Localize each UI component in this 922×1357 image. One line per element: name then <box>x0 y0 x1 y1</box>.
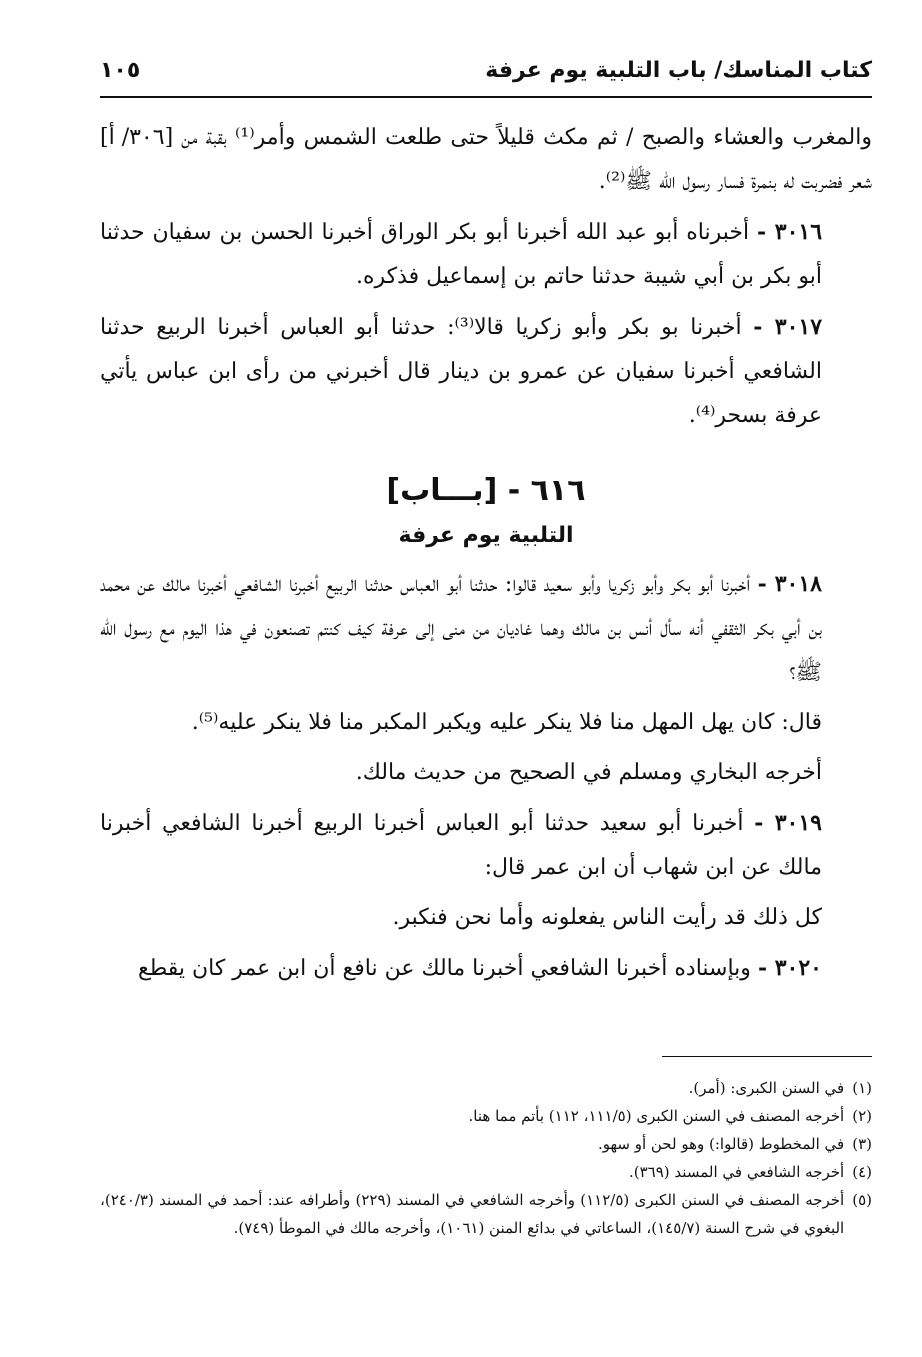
footnote <box>100 1130 872 1158</box>
paragraph-text: والمغرب والعشاء والصبح / ثم مكث قليلاً حتى طلعت الشمس وأمر⁽¹⁾ بقبة من شعر فضربت له بنمرة فسار رسول الله ﷺ⁽²⁾. <box>181 125 872 194</box>
footnote-number: (٥) <box>852 1191 872 1209</box>
hadith-3018-answer: قال: كان يهل المهل منا فلا ينكر عليه ويكبر المكبر منا فلا ينكر عليه⁽⁵⁾. <box>191 710 822 735</box>
hadith-3016 <box>100 210 872 299</box>
hadith-3018 <box>100 562 872 695</box>
footnote-number: (٢) <box>852 1107 872 1125</box>
hadith-3017 <box>100 305 872 438</box>
footnote <box>100 1074 872 1102</box>
running-header <box>100 48 872 92</box>
header-rule <box>100 96 872 98</box>
hadith-number: ٣٠١٨ - <box>757 571 822 597</box>
hadith-text: أخبرناه أبو عبد الله أخبرنا أبو بكر الوراق أخبرنا الحسن بن سفيان حدثنا أبو بكر بن أبي شيبة حدثنا حاتم بن إسماعيل فذكره. <box>100 220 822 289</box>
hadith-3019 <box>100 801 872 890</box>
footnote-text: في المخطوط (قالوا:) وهو لحن أو سهو. <box>597 1135 845 1153</box>
page-number: ١٠٥ <box>100 57 141 83</box>
hadith-3018-source: أخرجه البخاري ومسلم في الصحيح من حديث مالك. <box>355 760 822 785</box>
hadith-text: أخبرنا بو بكر وأبو زكريا قالا⁽³⁾: حدثنا أبو العباس أخبرنا الربيع حدثنا الشافعي أخبرنا سفيان عن عمرو بن دينار قال أخبرني من رأى ابن عباس يأتي عرفة بسحر⁽⁴⁾. <box>100 315 822 428</box>
hadith-number: ٣٠١٩ - <box>754 810 822 836</box>
hadith-number: ٣٠١٧ - <box>753 314 823 340</box>
footnote-rule <box>662 1056 872 1057</box>
paragraph-continuation <box>100 116 872 204</box>
manuscript-folio-ref: [٣٠٦/ أ] <box>100 125 174 150</box>
hadith-3020 <box>100 946 872 991</box>
footnote-text: أخرجه الشافعي في المسند (٣٦٩). <box>629 1163 845 1181</box>
footnotes <box>100 1074 872 1242</box>
running-title: كتاب المناسك/ باب التلبية يوم عرفة <box>485 57 872 83</box>
hadith-text: أخبرنا أبو بكر وأبو زكريا وأبو سعيد قالوا: حدثنا أبو العباس حدثنا الربيع أخبرنا الشافعي أخبرنا مالك عن محمد بن أبي بكر الثقفي أنه سأل أنس بن مالك وهما غاديان من منى إلى عرفة كيف كنتم تصنعون في هذا اليوم مع رسول الله ﷺ؟ <box>100 572 822 685</box>
footnote <box>100 1186 872 1242</box>
hadith-number: ٣٠١٦ - <box>757 219 823 245</box>
footnote <box>100 1158 872 1186</box>
footnote <box>100 1102 872 1130</box>
hadith-number: ٣٠٢٠ - <box>757 955 822 981</box>
footnote-text: في السنن الكبرى: (أمر). <box>688 1079 845 1097</box>
footnote-number: (٤) <box>852 1163 872 1181</box>
footnote-number: (٣) <box>852 1135 872 1153</box>
hadith-text: وبإسناده أخبرنا الشافعي أخبرنا مالك عن نافع أن ابن عمر كان يقطع <box>137 956 751 981</box>
chapter-subheading: التلبية يوم عرفة <box>398 523 574 548</box>
hadith-3019-quote: كل ذلك قد رأيت الناس يفعلونه وأما نحن فنكبر. <box>392 905 822 930</box>
footnote-text: أخرجه المصنف في السنن الكبرى (١١١/٥، ١١٢) بأتم مما هنا. <box>468 1107 845 1125</box>
footnote-text: أخرجه المصنف في السنن الكبرى (١١٢/٥) وأخرجه الشافعي في المسند (٢٢٩) وأطرافه عند: أحمد في المسند (٢٤٠/٣)، البغوي في شرح السنة (١٤٥/٧)، الساعاتي في بدائع المنن (١٠٦١)، وأخرجه مالك في الموطأ (٧٤٩). <box>100 1191 845 1237</box>
main-text <box>100 116 872 991</box>
hadith-text: أخبرنا أبو سعيد حدثنا أبو العباس أخبرنا الربيع أخبرنا الشافعي أخبرنا مالك عن ابن شهاب أن ابن عمر قال: <box>100 811 822 880</box>
footnote-number: (١) <box>852 1079 872 1097</box>
chapter-heading: ٦١٦ - [بـــاب] <box>386 473 586 508</box>
